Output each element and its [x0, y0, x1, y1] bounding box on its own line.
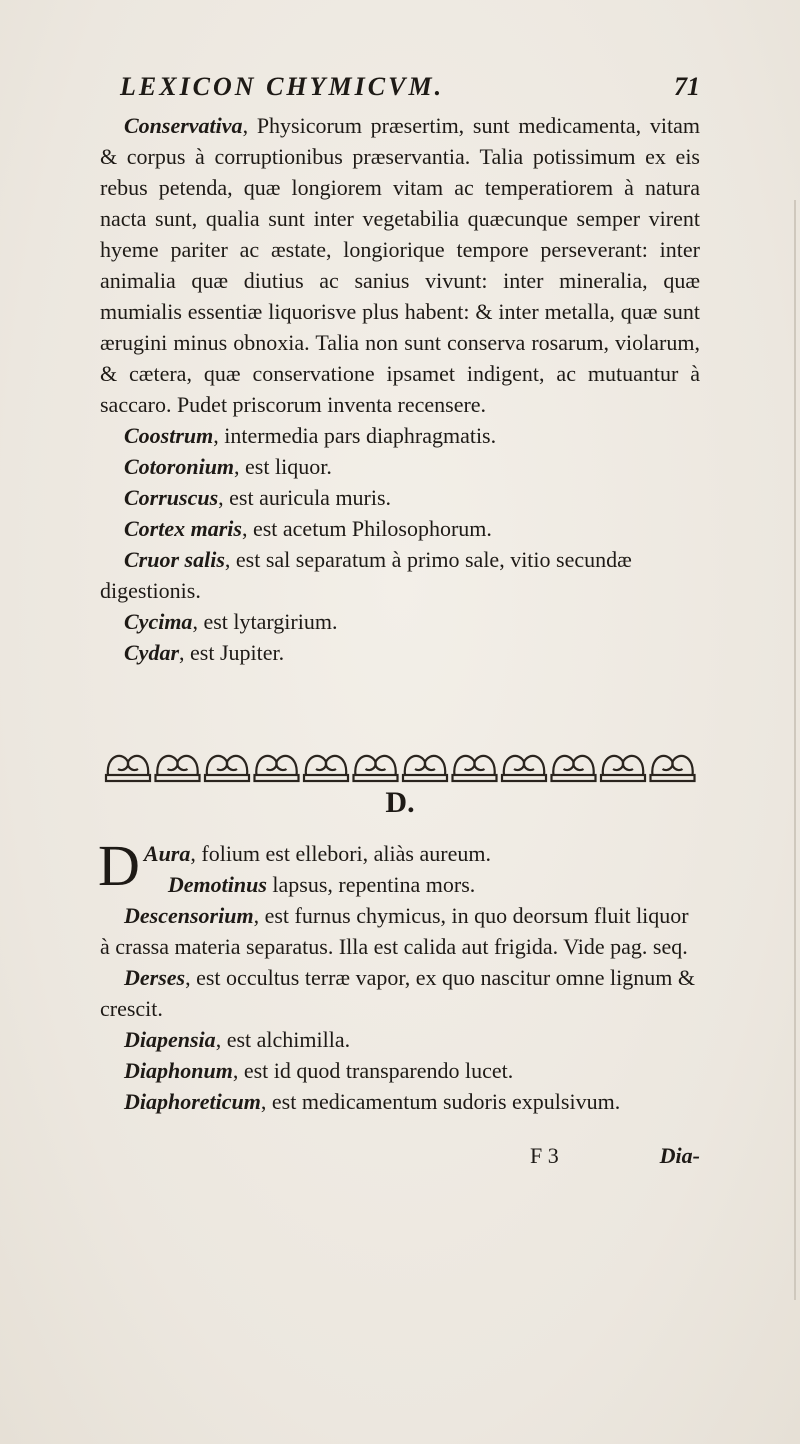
- ornament-base: [156, 775, 200, 781]
- entry-term: Diaphoreticum: [124, 1089, 261, 1114]
- ornament-base: [651, 775, 695, 781]
- entry-text: , est furnus chymicus, in quo deorsum fluit liquor à crassa materia separatus. Illa est calida aut frigida. Vide pag. seq.: [100, 903, 689, 959]
- entry-term: Derses: [124, 965, 186, 990]
- catchword: Dia-: [659, 1143, 700, 1168]
- ornament-scroll: [306, 756, 326, 775]
- entry-text: , est occultus terræ vapor, ex quo nascitur omne lignum & crescit.: [100, 965, 696, 1021]
- ornament-scroll: [652, 756, 672, 775]
- ornament-scroll: [256, 756, 276, 775]
- running-title: LEXICON CHYMICVM.: [120, 72, 445, 101]
- entry-term: Aura: [143, 841, 191, 866]
- drop-cap: D: [98, 833, 140, 898]
- entry-diapensia: [100, 1024, 700, 1055]
- entry-term: Cydar: [124, 640, 179, 665]
- running-head: [120, 72, 700, 106]
- ornament-scroll: [207, 756, 227, 775]
- entry-diaphoreticum: [100, 1086, 700, 1117]
- entry-term: Coostrum: [124, 423, 214, 448]
- entry-text: , est auricula muris.: [218, 485, 392, 510]
- page-footer: [100, 1140, 700, 1171]
- ornament-base: [601, 775, 645, 781]
- entry-descensorium: [100, 900, 700, 962]
- ornament-scroll: [355, 756, 375, 775]
- c-entries: [100, 110, 700, 668]
- ornament-scroll: [128, 756, 148, 775]
- entry-cortex-maris: [100, 513, 700, 544]
- ornament-scroll: [454, 756, 474, 775]
- entry-cydar: [100, 637, 700, 668]
- ornament-scroll: [157, 756, 177, 775]
- entry-demotinus: [100, 869, 700, 900]
- entry-term: Cotoronium: [124, 454, 235, 479]
- entry-term: Cycima: [124, 609, 193, 634]
- entry-text: , est sal separatum à primo sale, vitio secundæ digestionis.: [100, 547, 632, 603]
- entry-cycima: [100, 606, 700, 637]
- entry-coostrum: [100, 420, 700, 451]
- ornament-scroll: [227, 756, 247, 775]
- entry-text: , est alchimilla.: [215, 1027, 351, 1052]
- ornament-base: [304, 775, 348, 781]
- ornament-base: [502, 775, 546, 781]
- ornament-scroll: [425, 756, 445, 775]
- ornament-base: [354, 775, 398, 781]
- ornament-base: [552, 775, 596, 781]
- entry-term: Corruscus: [124, 485, 219, 510]
- ornament-scroll: [603, 756, 623, 775]
- ornament-scroll: [623, 756, 643, 775]
- entry-text: , est liquor.: [234, 454, 332, 479]
- ornament-scroll: [326, 756, 346, 775]
- entry-cotoronium: [100, 451, 700, 482]
- entry-derses: [100, 962, 700, 1024]
- ornament-scroll: [504, 756, 524, 775]
- entry-term: Cruor salis: [124, 547, 225, 572]
- signature-mark: F 3: [530, 1143, 559, 1168]
- ornament-base: [453, 775, 497, 781]
- entry-text: , folium est ellebori, aliàs aureum.: [190, 841, 491, 866]
- ornament-band: [100, 745, 700, 785]
- section-heading: D.: [385, 786, 415, 819]
- entry-text: , est id quod transparendo lucet.: [232, 1058, 514, 1083]
- entry-term: Cortex maris: [124, 516, 242, 541]
- ornament-scroll: [375, 756, 395, 775]
- entry-term: Demotinus: [167, 872, 267, 897]
- entry-text: , est acetum Philosophorum.: [241, 516, 492, 541]
- entry-term: Descensorium: [124, 903, 254, 928]
- ornament-base: [255, 775, 299, 781]
- entry-text: , est medicamentum sudoris expulsivum.: [260, 1089, 621, 1114]
- entry-text: , est Jupiter.: [179, 640, 285, 665]
- ornament-scroll: [672, 756, 692, 775]
- d-entries: [98, 833, 700, 1117]
- entry-diaphonum: [100, 1055, 700, 1086]
- entry-term: Conservativa: [124, 113, 243, 138]
- ornament-scroll: [177, 756, 197, 775]
- ornament-scroll: [524, 756, 544, 775]
- entry-text: , Physicorum præsertim, sunt medicamenta, vitam & corpus à corruptionibus præservantia. Talia potissimum ex eis rebus petenda, quæ longiorem vitam ac temperatiorem à natura nacta sunt, qualia sunt inter vegetabilia quæcunque semper virent hyeme pariter ac æstate, longiorique tempore perseverant: inter animalia quæ diutius ac sanius vivunt: inter mineralia, quæ mumialis essentiæ liquorisve plus habent: & inter metalla, quæ sunt ærugini minus obnoxia. Talia non sunt conserva rosarum, violarum, & cætera, quæ conservatione ipsamet indigent, ac mutuantur à saccaro. Pudet priscorum inventa recensere.: [100, 113, 700, 417]
- entry-text: , est lytargirium.: [192, 609, 338, 634]
- entry-corruscus: [100, 482, 700, 513]
- ornament-scroll: [474, 756, 494, 775]
- page-edge: [794, 200, 796, 1300]
- ornament-scroll: [276, 756, 296, 775]
- entry-text: , intermedia pars diaphragmatis.: [213, 423, 497, 448]
- ornament-scroll: [405, 756, 425, 775]
- ornament-scroll: [573, 756, 593, 775]
- page-number: 71: [674, 72, 700, 101]
- ornament-scroll: [553, 756, 573, 775]
- entry-term: Diapensia: [124, 1027, 216, 1052]
- entry-text: lapsus, repentina mors.: [266, 872, 476, 897]
- entry-term: Diaphonum: [124, 1058, 233, 1083]
- entry-cruor-salis: [100, 544, 700, 606]
- ornament-base: [205, 775, 249, 781]
- ornament-scroll: [108, 756, 128, 775]
- entry-conservativa: [100, 110, 700, 420]
- ornament-base: [403, 775, 447, 781]
- ornament-base: [106, 775, 150, 781]
